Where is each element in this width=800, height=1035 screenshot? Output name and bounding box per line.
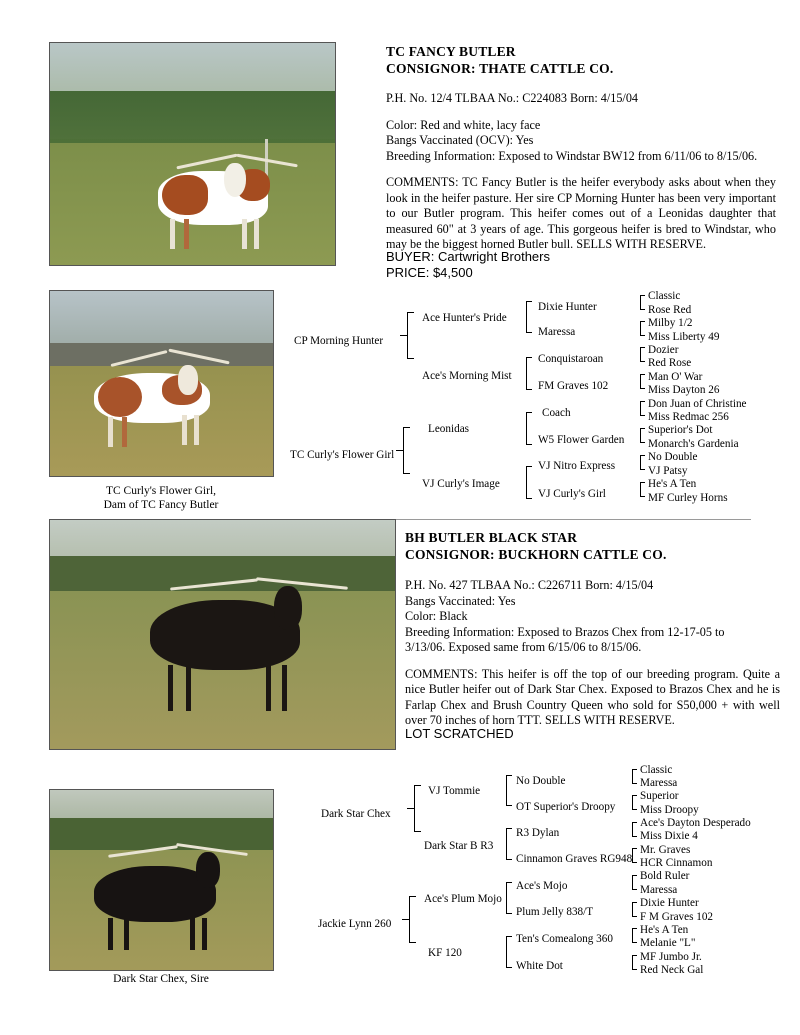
brace-g3 [632,875,633,889]
leg-2 [122,417,127,447]
brace-tick [403,473,410,474]
ped-g2-3: VJ Curly's Image [422,478,500,490]
brace-tick [409,942,416,943]
photo-treeline [50,556,395,596]
ped-g4-10: Dixie Hunter [640,897,699,909]
leg-4 [202,918,207,950]
ped-g4-5: Red Rose [648,357,692,369]
color-h8: Color: Black [405,609,468,623]
sire-caption-h8 [31,972,291,986]
brace-tick [526,332,532,333]
ped-g3-3: Cinnamon Graves RG948 [516,853,633,865]
leg-1 [170,219,175,249]
ped-g4-3: Miss Droopy [640,804,699,816]
brace-tick [632,916,637,917]
brace-g3 [640,428,641,442]
brace-g3 [640,321,641,335]
ped-g4-8: Don Juan of Christine [648,398,747,410]
brace-tick [640,361,645,362]
brace-g2 [526,301,527,332]
brace-tick [632,848,637,849]
brace-g2 [506,882,507,913]
brace-tick [506,913,512,914]
brace-g3 [632,928,633,942]
brace-tick [526,444,532,445]
leg-3 [190,918,195,950]
brace-tick [414,831,421,832]
ped-g4-5: Miss Dixie 4 [640,830,698,842]
brace-g3 [632,795,633,809]
pedigree-h8 [290,764,790,985]
ped-g4-2: Superior [640,790,679,802]
leg-3 [242,219,247,249]
sire-photo-h8 [49,789,274,971]
leg-3 [182,415,187,445]
ped-g3-1: Maressa [538,326,576,338]
brace-tick [632,862,637,863]
animal-markings-rear [98,377,142,417]
lot-name-h7: TC FANCY BUTLER [386,44,516,59]
brace-tip [407,808,415,809]
brace-tick [632,942,637,943]
brace-tick [403,427,410,428]
brace-g3 [640,347,641,361]
ped-g4-6: Mr. Graves [640,844,691,856]
ped-g2-1: Ace's Morning Mist [422,370,512,382]
brace-tick [640,321,645,322]
leg-2 [124,918,129,950]
brace-g2 [526,466,527,498]
brace-tip [400,335,408,336]
ped-dam-h7: TC Curly's Flower Girl [290,449,395,461]
ped-g4-11: Monarch's Gardenia [648,438,739,450]
color-h7: Color: Red and white, lacy face [386,117,541,132]
comments-h7: COMMENTS: TC Fancy Butler is the heifer everybody asks about when they look in the heifer pasture. Her sire CP Morning Hunter has been very important to our Butler program. This heifer comes out of a Leonidas daughter that measured 60" at 3 years of age. This gorgeous heifer is bred to Windstar, who may be the biggest horned Butler bull. SELLS WITH RESERVE. [386,175,776,251]
ped-g3-6: VJ Nitro Express [538,460,616,472]
brace-tick [506,805,512,806]
ped-g2-2: Ace's Plum Mojo [424,893,502,905]
ped-g2-3: KF 120 [428,947,462,959]
ped-g3-4: Ace's Mojo [516,880,568,892]
ped-g2-0: VJ Tommie [428,785,481,797]
ped-g3-0: Dixie Hunter [538,301,597,313]
brace-tick [506,967,512,968]
breeding-h7: Breeding Information: Exposed to Windstar BW12 from 6/11/06 to 8/15/06. [386,148,758,163]
brace-tick [526,466,532,467]
ped-g3-2: R3 Dylan [516,827,560,839]
brace-tick [632,902,637,903]
ped-g3-7: White Dot [516,960,563,972]
brace-g2 [526,412,527,444]
brace-g3 [632,955,633,969]
caption-line1: TC Curly's Flower Girl, [105,485,217,497]
animal-markings-rear [162,175,208,215]
pedigree-h7 [290,290,790,509]
ped-g4-0: Classic [648,290,681,302]
lot-consignor-h7: CONSIGNOR: THATE CATTLE CO. [386,61,614,76]
brace-tick [407,358,414,359]
caption-line2: Dam of TC Fancy Butler [103,499,219,511]
animal-head [178,365,198,395]
animal-head [224,163,246,197]
brace-tick [506,828,512,829]
leg-2 [186,665,191,711]
brace-tick [526,389,532,390]
buyer-block-h7 [386,249,550,281]
ped-g4-1: Maressa [640,777,678,789]
brace-tick [640,482,645,483]
brace-tick [632,783,637,784]
ped-g3-2: Conquistaroan [538,353,604,365]
reg-line-h8: P.H. No. 427 TLBAA No.: C226711 Born: 4/15/04 [405,578,654,592]
brace-tick [632,795,637,796]
price-h7: PRICE: $4,500 [386,265,473,280]
brace-g2 [506,775,507,805]
ped-g4-12: He's A Ten [640,924,689,936]
photo-treeline [50,91,335,149]
ped-g3-5: W5 Flower Garden [538,434,625,446]
brace-tip [396,450,404,451]
brace-tick [640,309,645,310]
leg-4 [282,665,287,711]
buyer-h7: BUYER: Cartwright Brothers [386,249,550,264]
brace-tick [506,859,512,860]
ped-g4-13: VJ Patsy [648,465,688,477]
caption-line1: Dark Star Chex, Sire [113,973,209,985]
brace-tick [640,295,645,296]
brace-tick [526,412,532,413]
comments-h8: COMMENTS: This heifer is off the top of our breeding program. Quite a nice Butler heifer out of Dark Star Chex. Exposed to Brazos Chex and he is Farlap Chex and Brush Country Queen who sold for S50,000 + with well over 70 inches of horn TTT. SELLS WITH RESERVE. [405,666,780,727]
brace-g2 [506,936,507,967]
ped-g4-10: Superior's Dot [648,424,713,436]
lot-title-h7 [386,43,766,77]
ped-g4-3: Miss Liberty 49 [648,331,720,343]
brace-tick [409,896,416,897]
brace-tick [640,388,645,389]
leg-1 [108,417,113,447]
lot-details-h7 [386,91,776,253]
ped-g4-6: Man O' War [648,371,703,383]
brace-tick [526,357,532,358]
ped-g4-4: Dozier [648,344,679,356]
brace-tick [640,442,645,443]
bangs-h8: Bangs Vaccinated: Yes [405,593,516,608]
brace-tick [632,836,637,837]
ped-g4-2: Milby 1/2 [648,317,693,329]
ped-g4-7: HCR Cinnamon [640,857,713,869]
lot-details-h8 [405,578,780,729]
brace-tick [506,882,512,883]
ped-g4-14: He's A Ten [648,478,697,490]
animal-head [196,852,220,888]
lot-photo-h7 [49,42,336,266]
brace-tick [640,428,645,429]
ped-sire-h8: Dark Star Chex [321,808,391,820]
ped-g3-0: No Double [516,775,566,787]
ped-g4-0: Classic [640,764,673,776]
brace-tick [407,312,414,313]
brace-g3 [632,769,633,783]
brace-tick [632,875,637,876]
brace-g2 [506,828,507,859]
brace-tick [414,785,421,786]
brace-tick [640,415,645,416]
lot-consignor-h8: CONSIGNOR: BUCKHORN CATTLE CO. [405,547,667,562]
ped-g4-9: Maressa [640,884,678,896]
leg-1 [168,665,173,711]
leg-4 [254,219,259,249]
ped-g4-1: Rose Red [648,304,692,316]
dam-caption-h7 [31,484,291,512]
brace-tick [632,969,637,970]
brace-g3 [640,374,641,388]
ped-g4-8: Bold Ruler [640,870,690,882]
brace-tick [640,335,645,336]
ped-g4-15: MF Curley Horns [648,492,728,504]
ped-g3-7: VJ Curly's Girl [538,488,606,500]
brace-tick [632,928,637,929]
ped-g4-14: MF Jumbo Jr. [640,951,702,963]
brace-tick [632,955,637,956]
ped-g3-3: FM Graves 102 [538,380,609,392]
brace-tick [506,775,512,776]
ped-g3-6: Ten's Comealong 360 [516,933,613,945]
ped-g4-12: No Double [648,451,698,463]
brace-g3 [640,401,641,415]
brace-g3 [640,482,641,496]
ped-g4-9: Miss Redmac 256 [648,411,729,423]
brace-g3 [640,455,641,469]
brace-tick [640,455,645,456]
ped-g2-2: Leonidas [428,423,470,435]
brace-tick [640,374,645,375]
brace-g2 [526,357,527,389]
ped-g4-13: Melanie "L" [640,937,696,949]
leg-1 [108,918,113,950]
brace-tick [640,401,645,402]
brace-g3 [632,822,633,836]
leg-3 [266,665,271,711]
animal-head [274,586,302,630]
bangs-h7: Bangs Vaccinated (OCV): Yes [386,133,534,147]
ped-dam-h8: Jackie Lynn 260 [318,918,392,930]
brace-tick [632,809,637,810]
brace-tick [632,822,637,823]
brace-tick [640,469,645,470]
brace-tick [632,889,637,890]
leg-4 [194,415,199,445]
brace-tick [506,936,512,937]
ped-g4-11: F M Graves 102 [640,911,714,923]
ped-sire-h7: CP Morning Hunter [294,335,384,347]
brace-tick [526,498,532,499]
ped-g4-4: Ace's Dayton Desperado [640,817,751,829]
lot-status-h8: LOT SCRATCHED [405,726,514,741]
ped-g3-4: Coach [542,407,571,419]
ped-g4-15: Red Neck Gal [640,964,704,976]
brace-tick [632,769,637,770]
ped-g2-0: Ace Hunter's Pride [422,312,507,324]
ped-g2-1: Dark Star B R3 [424,840,494,852]
brace-tick [640,496,645,497]
ped-g3-1: OT Superior's Droopy [516,801,616,813]
brace-g3 [632,902,633,916]
brace-tick [526,301,532,302]
leg-2 [184,219,189,249]
lot-name-h8: BH BUTLER BLACK STAR [405,530,578,545]
brace-g3 [632,848,633,862]
lot-photo-h8 [49,519,396,750]
lot-title-h8 [405,529,785,563]
reg-line-h7: P.H. No. 12/4 TLBAA No.: C224083 Born: 4/15/04 [386,91,639,105]
breeding-h8-line2: 3/13/06. Exposed same from 6/15/06 to 8/15/06. [405,640,642,654]
breeding-h8-line1: Breeding Information: Exposed to Brazos Chex from 12-17-05 to [405,624,725,639]
brace-tick [640,347,645,348]
ped-g4-7: Miss Dayton 26 [648,384,720,396]
dam-photo-h7 [49,290,274,477]
brace-tip [402,919,410,920]
ped-g3-5: Plum Jelly 838/T [516,906,594,918]
brace-g3 [640,295,641,309]
